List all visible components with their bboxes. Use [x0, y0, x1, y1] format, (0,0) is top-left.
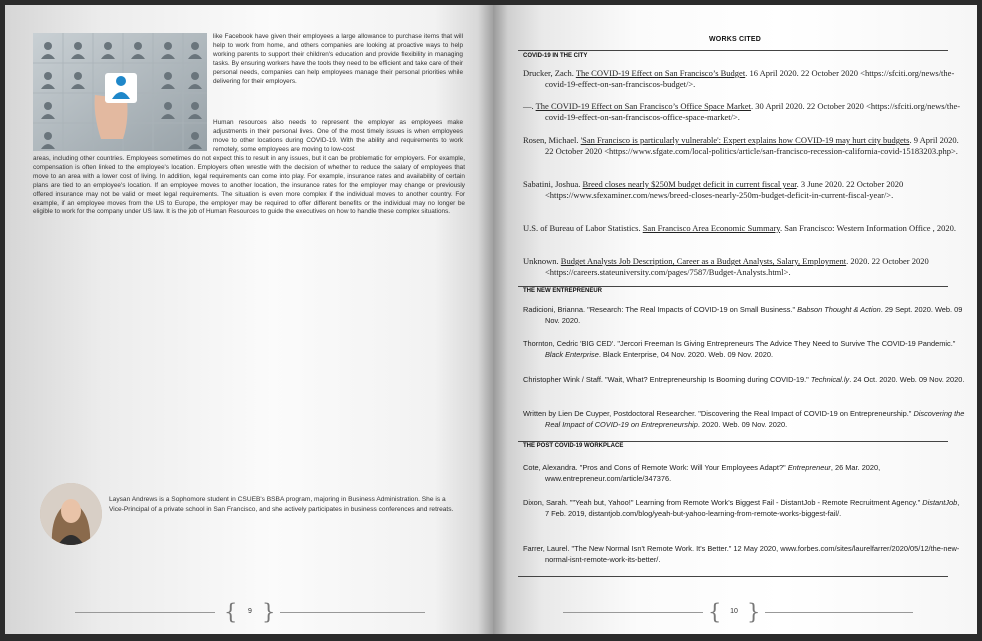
citation-entry: Written by Lien De Cuyper, Postdoctoral Researcher. "Discovering the Real Impact of COVID-19 on Entrepreneurship." Discovering the Real Impact of COVID-19 on Entrepreneurship. 2020. Web. 09 Nov. 2020.: [523, 409, 965, 430]
citation-entry: Sabatini, Joshua. Breed closes nearly $250M budget deficit in current fiscal year. 3 June 2020. 22 October 2020 <https://www.sfexaminer.com/news/breed-closes-nearly-250m-budget-deficit-in-current-fiscal-year/>.: [523, 179, 904, 200]
hr-paragraph-continued: areas, including other countries. Employees sometimes do not expect this to result in any issues, but it can be problematic for employers. For example, compensation is often linked to the employee's location. Employers often wrestle with the decision of whether to reduce the salary of employees that move to an area with a lower cost of living. In addition, legal requirements can come into play. For example, insurance rates and availability of certain plans are tied to an employee's location. If an employee moves to another location, the insurance rates for the employer may change or previously offered insurance may not be valid or meet legal requirements. The situation is even more complex if the individual moves to another country. For example, if an employee moves from the US to Europe, the employer may be required to offer different benefits or the individual may no longer be eligible to work for the company under US law. It is the job of Human Resources to guide the executives on how to handle these complex situations.: [33, 155, 465, 216]
citation-link[interactable]: Breed closes nearly $250M budget deficit in current fiscal year: [582, 179, 797, 189]
divider: [518, 50, 948, 51]
author-avatar: [40, 483, 102, 545]
citation-entry: Rosen, Michael. 'San Francisco is particularly vulnerable': Expert explains how COVID-19 may hurt city budgets. 9 April 2020. 22 October 2020 <https://www.sfgate.com/local-politics/article/san-francisco-recession-california-covid-15183203.php>.: [523, 135, 959, 156]
section-heading-post-covid: THE POST COVID-19 WORKPLACE: [523, 443, 624, 449]
citation-entry: Drucker, Zach. The COVID-19 Effect on San Francisco’s Budget. 16 April 2020. 22 October 2020 <https://sfciti.org/news/the-covid-19-effect-on-san-franciscos-budget/>.: [523, 68, 955, 89]
page-number: 9: [248, 608, 252, 615]
page-number-footer: { 10 }: [563, 604, 913, 624]
author-bio: Laysan Andrews is a Sophomore student in CSUEB's BSBA program, majoring in Business Administration. She is a Vice-Principal of a private school in San Francisco, and she actively participates in business conferences and retreats.: [109, 496, 454, 513]
citation-entry: Unknown. Budget Analysts Job Description, Career as a Budget Analysts, Salary, Employment. 2020. 22 October 2020 <https://careers.stateuniversity.com/pages/7587/Budget-Analysts.html>.: [523, 256, 929, 277]
citation-entry: —. The COVID-19 Effect on San Francisco’s Office Space Market. 30 April 2020. 22 October 2020 <https://sfciti.org/news/the-covid-19-effect-on-san-franciscos-office-space-market/>.: [523, 101, 961, 122]
works-cited-title: WORKS CITED: [709, 36, 761, 43]
citation-entry: Dixon, Sarah. ""Yeah but, Yahoo!" Learning from Remote Work's Biggest Fail - DistantJob - Remote Recruitment Agency." DistantJob, 7 Feb. 2019, distantjob.com/blog/yeah-but-yahoo-learning-from-remote-works-biggest-fail/.: [523, 498, 960, 519]
section-heading-new-entrepreneur: THE NEW ENTREPRENEUR: [523, 288, 603, 294]
citation-entry: U.S. of Bureau of Labor Statistics. San Francisco Area Economic Summary. San Francisco: Western Information Office , 2020.: [523, 223, 957, 233]
citation-link[interactable]: The COVID-19 Effect on San Francisco’s Budget: [575, 68, 746, 78]
citation-link[interactable]: The COVID-19 Effect on San Francisco’s Office Space Market: [535, 101, 752, 111]
citation-link[interactable]: San Francisco Area Economic Summary: [642, 223, 781, 233]
intro-paragraph: like Facebook have given their employees a large allowance to purchase items that will help to work from home, and others companies are looking at proactive ways to help working parents to support their children's education and provide flexibility in managing tasks. By ensuring workers have the tools they need to be efficient and take care of their personal needs, companies can help employees manage their personal priorities while delivering for their employers.: [213, 33, 463, 85]
citation-entry: Christopher Wink / Staff. "Wait, What? Entrepreneurship Is Booming during COVID-19." Technical.ly. 24 Oct. 2020. Web. 09 Nov. 2020.: [523, 375, 965, 384]
section-heading-covid-city: COVID-19 IN THE CITY: [523, 53, 588, 59]
citation-entry: Farrer, Laurel. "The New Normal Isn't Remote Work. It's Better." 12 May 2020, www.forbes.com/sites/laurelfarrer/2020/05/12/the-new-normal-isnt-remote-work-its-better/.: [523, 544, 960, 565]
divider: [518, 576, 948, 577]
divider: [518, 441, 948, 442]
puzzle-people-illustration: [33, 33, 207, 151]
page-number-footer: { 9 }: [75, 604, 425, 624]
citation-link[interactable]: Budget Analysts Job Description, Career as a Budget Analysts, Salary, Employment: [560, 256, 847, 266]
right-page: [493, 5, 977, 634]
divider: [518, 286, 948, 287]
citation-entry: Cote, Alexandra. "Pros and Cons of Remote Work: Will Your Employees Adapt?" Entrepreneur, 26 Mar. 2020, www.entrepreneur.com/article/347376.: [523, 463, 881, 484]
hero-image: [33, 33, 207, 151]
citation-entry: Thornton, Cedric 'BIG CED'. "Jercori Freeman Is Giving Entrepreneurs The Advice They Need to Survive The COVID-19 Pandemic." Black Enterprise. Black Enterprise, 04 Nov. 2020. Web. 09 Nov. 2020.: [523, 339, 956, 360]
citation-link[interactable]: 'San Francisco is particularly vulnerable': Expert explains how COVID-19 may hurt city budgets: [580, 135, 910, 145]
hr-paragraph: Human resources also needs to represent the employer as employees make adjustments in their personal lives. One of the most timely issues is when employees move to other locations during COVID-19. With the ability and requirements to work remotely, some employees are moving to low-cost: [213, 119, 463, 153]
citation-entry: Radicioni, Brianna. "Research: The Real Impacts of COVID-19 on Small Business." Babson Thought & Action. 29 Sept. 2020. Web. 09 Nov. 2020.: [523, 305, 963, 326]
left-page: [5, 5, 493, 634]
page-number: 10: [730, 608, 738, 615]
